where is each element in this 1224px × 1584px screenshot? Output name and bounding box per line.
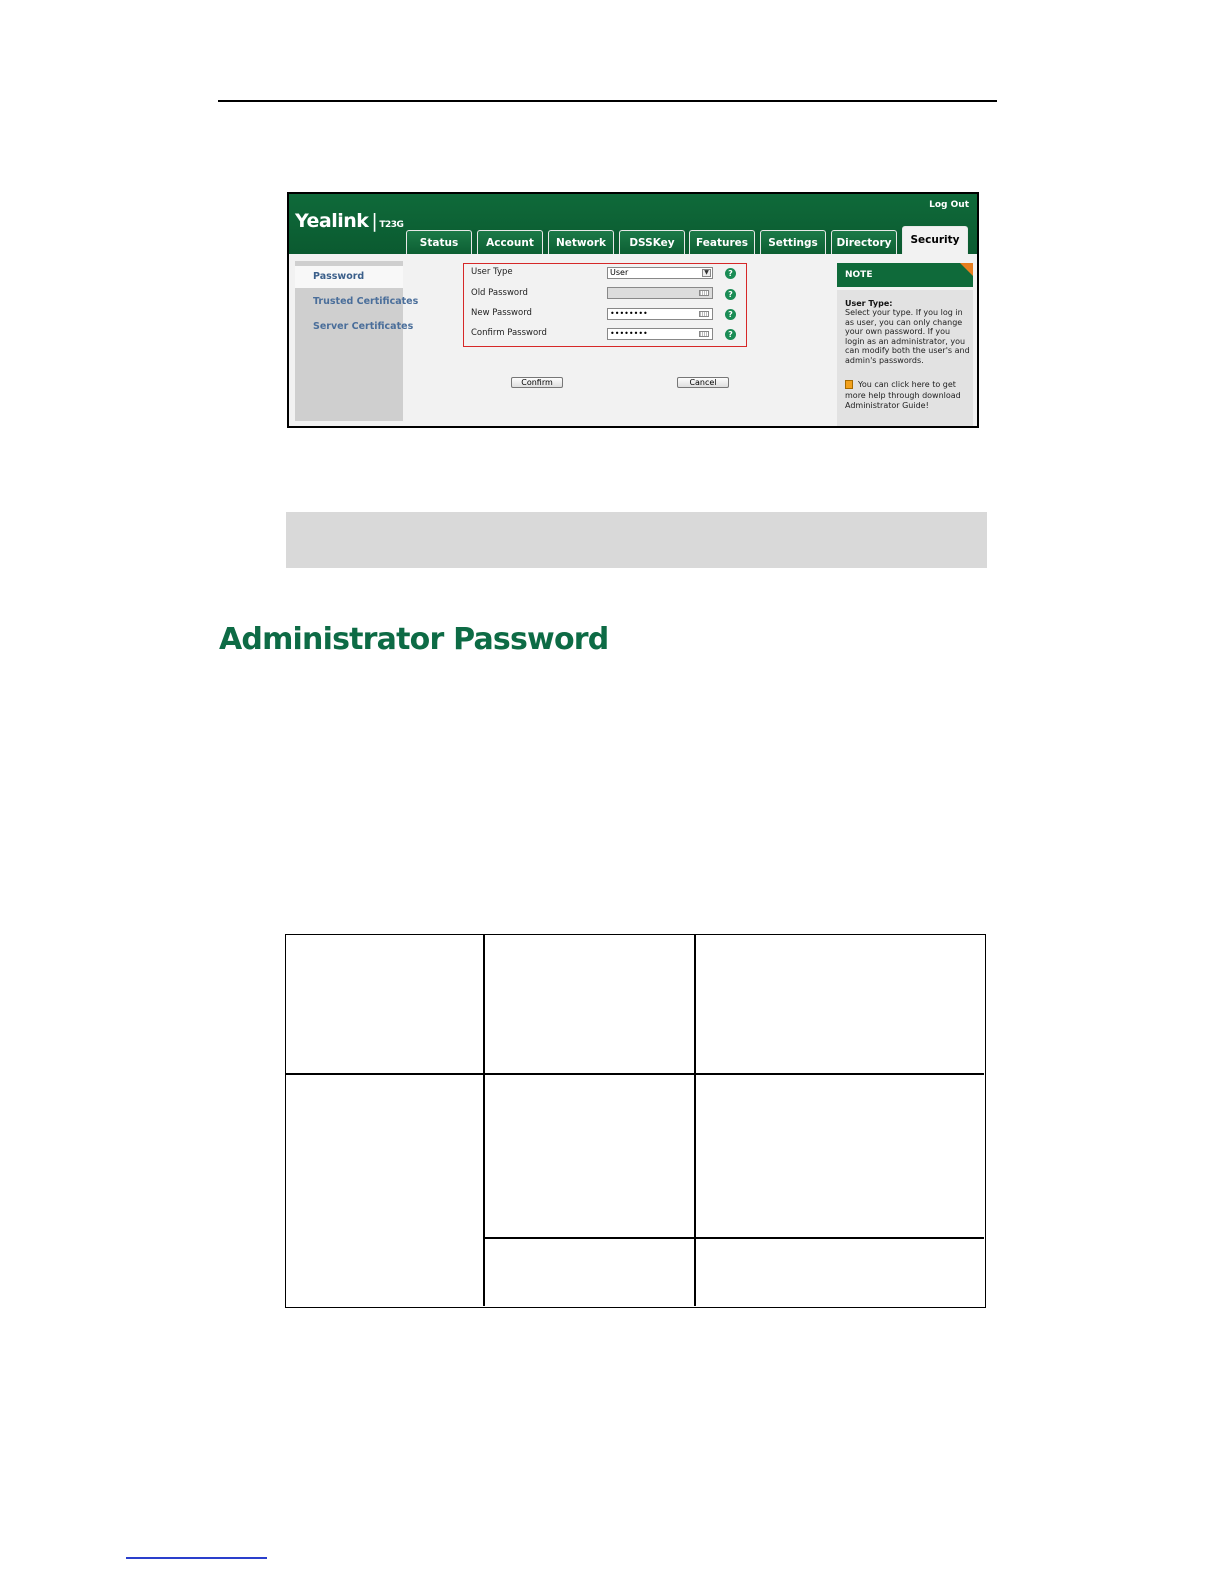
new-password-label: New Password: [471, 308, 532, 318]
keyboard-icon: [699, 290, 709, 296]
note-text: Select your type. If you log in as user, you can only change your own password. If you login as an administrator, you can modify both the user's and admin's passwords.: [845, 308, 970, 365]
note-band: [286, 512, 987, 568]
tab-settings[interactable]: Settings: [760, 230, 826, 254]
web-ui-screenshot: [287, 192, 979, 428]
old-password-field[interactable]: [607, 287, 713, 299]
confirm-button[interactable]: Confirm: [511, 377, 563, 388]
help-icon[interactable]: ?: [725, 289, 736, 300]
nav-item-trusted-certificates[interactable]: Trusted Certificates: [313, 296, 419, 307]
keyboard-icon: [699, 311, 709, 317]
user-type-value: User: [610, 268, 629, 277]
new-password-mask: ••••••••: [610, 309, 648, 318]
logout-link[interactable]: Log Out: [929, 200, 969, 210]
note-header: NOTE: [837, 263, 973, 287]
footer-link-underline[interactable]: [126, 1557, 267, 1559]
confirm-password-field[interactable]: [607, 328, 713, 340]
nav-item-server-certificates[interactable]: Server Certificates: [313, 321, 414, 332]
left-nav: [295, 261, 419, 421]
help-icon[interactable]: ?: [725, 329, 736, 340]
parameter-table: [285, 934, 986, 1308]
top-banner: [289, 194, 977, 254]
table-divider: [483, 935, 485, 1306]
table-row-divider: [483, 1237, 984, 1239]
nav-item-password[interactable]: Password: [295, 266, 403, 288]
yealink-logo: [295, 210, 403, 232]
note-help-link[interactable]: You can click here to get more help through download Administrator Guide!: [845, 380, 961, 410]
help-icon[interactable]: ?: [725, 309, 736, 320]
logo-separator: |: [371, 210, 378, 232]
table-row-divider: [286, 1073, 984, 1075]
logo-text: Yealink: [295, 210, 369, 232]
tab-status[interactable]: Status: [406, 230, 472, 254]
dropdown-arrow-icon[interactable]: ▼: [702, 269, 711, 277]
section-heading: Administrator Password: [219, 622, 609, 657]
tab-directory[interactable]: Directory: [831, 230, 897, 254]
table-divider: [694, 935, 696, 1306]
note-title: User Type:: [845, 299, 893, 308]
help-icon[interactable]: ?: [725, 268, 736, 279]
tab-network[interactable]: Network: [548, 230, 614, 254]
cancel-button[interactable]: Cancel: [677, 377, 729, 388]
header-rule: [218, 100, 997, 102]
note-corner-icon: [960, 263, 973, 276]
confirm-password-label: Confirm Password: [471, 328, 547, 338]
user-type-label: User Type: [471, 267, 513, 277]
new-password-field[interactable]: [607, 308, 713, 320]
logo-model: T23G: [379, 220, 404, 230]
keyboard-icon: [699, 331, 709, 337]
tab-features[interactable]: Features: [689, 230, 755, 254]
confirm-password-mask: ••••••••: [610, 329, 648, 338]
user-type-select[interactable]: [607, 267, 713, 279]
tab-security[interactable]: Security: [902, 226, 968, 254]
tab-dsskey[interactable]: DSSKey: [619, 230, 685, 254]
tab-account[interactable]: Account: [477, 230, 543, 254]
old-password-label: Old Password: [471, 288, 528, 298]
